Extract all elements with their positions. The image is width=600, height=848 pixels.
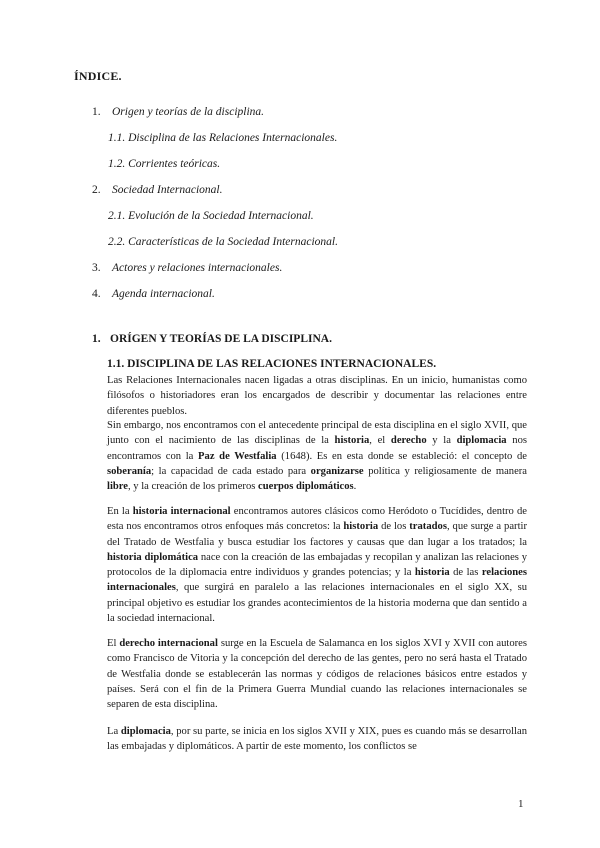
bold-term: cuerpos diplomáticos [258,481,354,493]
paragraph-derecho [107,636,527,712]
text-run: surge en la Escuela de Salamanca en los siglos XVI y XVII con autores como Francisco de Vitoria y la concepción del derecho de las gentes, pero no será hasta el Tratado de Westfalia donde se establecerán las normas y códigos de relaciones básicos entre estados y países. Será con el fin de la Primera Guerra Mundial cuando las relaciones internacionales se separen de esta disciplina. [107,638,528,711]
toc-item-label: Agenda internacional. [112,288,215,300]
bold-term: diplomacia [120,726,171,737]
text-run: de las [449,567,482,579]
toc-item-label: 2.2. Características de la Sociedad Internacional. [108,236,338,248]
bold-term: libre [107,481,128,493]
bold-term: Paz de Westfalia [198,450,277,462]
bold-term: derecho [390,435,427,447]
toc-item-3 [92,262,282,274]
text-run: nace con la creación de las embajadas y recopilan y analizan las relaciones y protocolos de la diplomacia entre individuos y grandes potencias; y la [107,551,527,579]
toc-item-number: 4. [92,288,101,300]
toc-item-label: Sociedad Internacional. [112,184,223,196]
text-run: , que surge a partir del Tratado de Westfalia y busca estudiar los factores y causas que dan lugar a los tratados; la [107,521,527,548]
text-run: política y religiosamente de manera [363,465,528,477]
bold-term: historia [414,567,450,579]
toc-item-number: 3. [92,262,101,274]
bold-term: relaciones internacionales [107,567,527,594]
text-run: Sin embargo, nos encontramos con el antecedente principal de esta disciplina en el siglo XVII, que junto con el nacimiento de las disciplinas de la [107,420,527,447]
text-run: La [107,726,121,737]
bold-term: historia internacional [132,506,231,517]
subsection-heading: 1.1. DISCIPLINA DE LAS RELACIONES INTERNACIONALES. [107,358,437,370]
text-run: , el [369,435,391,447]
toc-item-1-2 [108,158,220,170]
text-run: El [107,638,120,649]
toc-item-label: Actores y relaciones internacionales. [112,262,283,274]
text-run: En la [107,506,133,517]
paragraph-intro: Las Relaciones Internacionales nacen ligadas a otras disciplinas. En un inicio, humanistas como filósofos o historiadores eran los encargados de describir y documentar las relaciones entre diferentes pueblos. [107,375,527,417]
bold-term: diplomacia [456,435,507,447]
text-run: , y la creación de los primeros [128,481,259,493]
text-run: . [353,481,357,493]
text-run: , que surgirá en paralelo a las relaciones internacionales en el siglo XX, su principal objetivo es estudiar los grandes acontecimientos de la historia moderna que dan sentido a la sociedad internacional. [107,582,527,625]
bold-term: historia [343,521,379,533]
bold-term: soberanía [107,465,152,477]
bold-term: tratados [409,521,447,533]
text-run: encontramos autores clásicos como Heródoto o Tucídides, dentro de esta nos encontramos otros enfoques más concretos: la [107,506,527,533]
toc-item-1 [92,106,264,118]
page-number: 1 [518,798,524,810]
section-number: 1. [92,333,101,345]
toc-item-4 [92,288,215,300]
text-run: y la [426,435,457,447]
paragraph-historia [107,504,527,626]
text-run: de los [378,521,410,533]
text-run: ; la capacidad de cada estado para [151,465,311,477]
toc-item-label: 1.1. Disciplina de las Relaciones Internacionales. [108,132,338,144]
bold-term: historia [334,435,370,447]
bold-term: historia diplomática [107,551,199,563]
bold-term: derecho internacional [119,638,218,649]
paragraph-diplomacia [107,724,527,755]
toc-item-label: 2.1. Evolución de la Sociedad Internacional. [108,210,314,222]
text-run: (1648). Es en esta donde se estableció: el concepto de [276,450,528,462]
section-heading [92,333,332,345]
toc-item-2 [92,184,223,196]
toc-item-2-1 [108,210,314,222]
text-run: , por su parte, se inicia en los siglos XVII y XIX, pues es cuando más se desarrollan las embajadas y diplomáticos. A partir de este momento, los conflictos se [107,726,527,753]
bold-term: organizarse [310,465,364,477]
toc-item-2-2 [108,236,338,248]
section-title: ORÍGEN Y TEORÍAS DE LA DISCIPLINA. [110,333,332,345]
toc-item-1-1 [108,132,337,144]
text-run: nos encontramos con la [107,435,527,462]
index-title: ÍNDICE. [74,69,122,83]
paragraph-westfalia [107,418,527,494]
toc-item-label: 1.2. Corrientes teóricas. [108,158,221,170]
toc-item-label: Origen y teorías de la disciplina. [112,106,265,118]
toc-item-number: 1. [92,106,101,118]
toc-item-number: 2. [92,184,101,196]
